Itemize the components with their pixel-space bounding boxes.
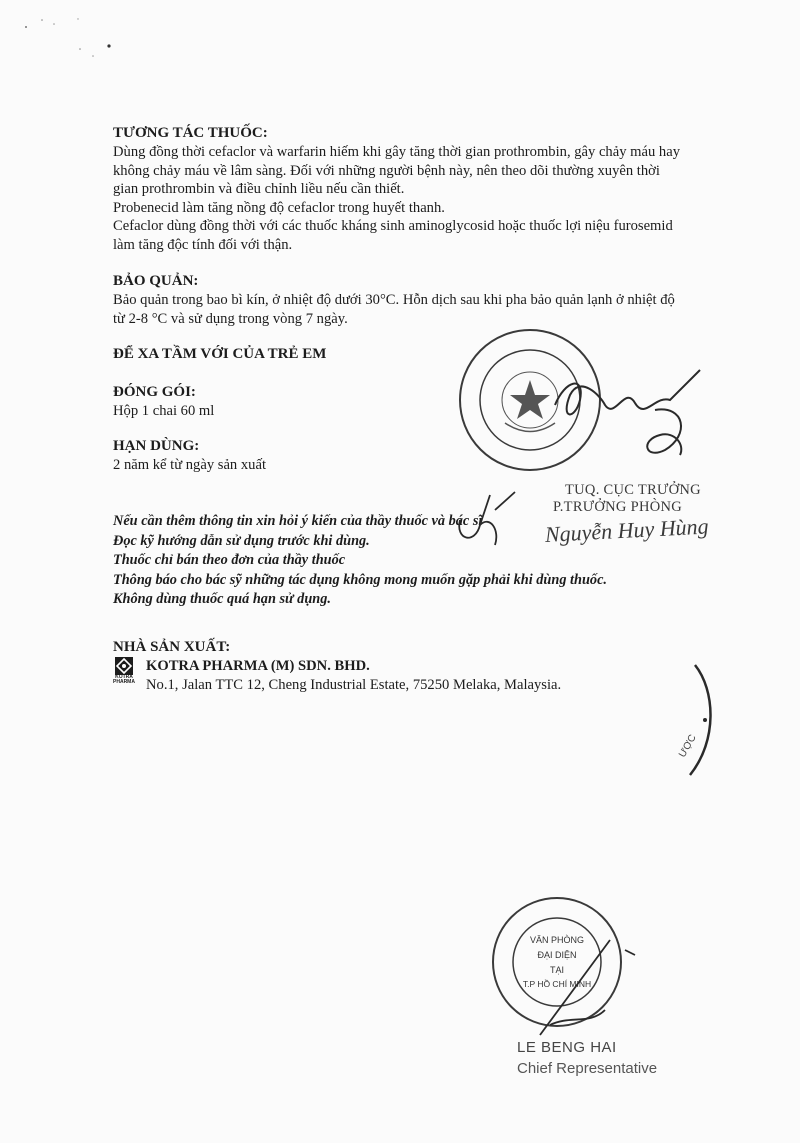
approval-signer: Nguyễn Huy Hùng [544, 513, 710, 547]
packaging-text: Hộp 1 chai 60 ml [113, 403, 215, 419]
manufacturer-address: No.1, Jalan TTC 12, Cheng Industrial Estate, 75250 Melaka, Malaysia. [146, 677, 562, 693]
note-line: Không dùng thuốc quá hạn sử dụng. [113, 591, 331, 607]
seal-line: TẠI [549, 965, 565, 975]
interactions-heading: TƯƠNG TÁC THUỐC: [113, 125, 268, 141]
approval-title-2: P.TRƯỞNG PHÒNG [553, 499, 683, 515]
edge-seal-fragment [660, 660, 720, 780]
seal-line: ĐẠI DIỆN [537, 950, 577, 960]
notes-block [113, 512, 673, 610]
interactions-line: làm tăng độc tính đối với thận. [113, 236, 293, 253]
note-line: Đọc kỹ hướng dẫn sử dụng trước khi dùng. [113, 532, 370, 549]
manufacturer-heading: NHÀ SẢN XUẤT: [113, 639, 231, 655]
note-line: Thông báo cho bác sỹ những tác dụng không mong muốn gặp phải khi dùng thuốc. [113, 571, 607, 588]
scan-specks [20, 15, 120, 60]
representative-signature [520, 930, 640, 1040]
representative-block [517, 1038, 677, 1078]
edge-fragment-text: ƯỢC [677, 732, 699, 760]
initial-signature [450, 490, 520, 550]
kotra-logo [113, 657, 135, 685]
section-storage [113, 272, 733, 328]
storage-line: Bảo quản trong bao bì kín, ở nhiệt độ dưới 30°C. Hỗn dịch sau khi pha bảo quản lạnh ở nhiệt độ [113, 292, 675, 308]
interactions-line: Cefaclor dùng đồng thời với các thuốc kháng sinh aminoglycosid hoặc thuốc lợi niệu furosemid [113, 218, 673, 234]
manufacturer-section [113, 638, 733, 695]
kotra-logo-text: KOTRA PHARMA [113, 674, 135, 685]
interactions-line: gian prothrombin và điều chỉnh liều nếu cần thiết. [113, 181, 405, 197]
interactions-line: Probenecid làm tăng nồng độ cefaclor trong huyết thanh. [113, 199, 445, 216]
children-warning-heading: ĐỂ XA TẦM VỚI CỦA TRẺ EM [113, 346, 327, 362]
approval-signature [545, 365, 705, 465]
interactions-line: Dùng đồng thời cefaclor và warfarin hiếm khi gây tăng thời gian prothrombin, gây chảy máu hay [113, 144, 680, 160]
manufacturer-name: KOTRA PHARMA (M) SDN. BHD. [146, 658, 370, 674]
note-line: Thuốc chỉ bán theo đơn của thầy thuốc [113, 552, 346, 568]
expiry-text: 2 năm kể từ ngày sản xuất [113, 457, 266, 473]
seal-line: VĂN PHÒNG [529, 935, 585, 945]
seal-line: T.P HỒ CHÍ MINH [522, 979, 592, 989]
interactions-line: không chảy máu về lâm sàng. Đối với những người bệnh này, nên theo dõi thường xuyên thời [113, 162, 660, 179]
storage-heading: BẢO QUẢN: [113, 273, 199, 289]
section-children-warning [113, 345, 733, 364]
section-interactions [113, 124, 733, 254]
representative-name: LE BENG HAI [517, 1039, 617, 1056]
kotra-logo-icon [115, 657, 133, 675]
approval-title-1: TUQ. CỤC TRƯỞNG [565, 482, 701, 498]
expiry-heading: HẠN DÙNG: [113, 438, 200, 454]
manufacturer-details [146, 657, 561, 695]
representative-title: Chief Representative [517, 1060, 658, 1077]
note-line: Nếu cần thêm thông tin xin hỏi ý kiến của thầy thuốc và bác sĩ [113, 513, 483, 529]
storage-line: từ 2-8 °C và sử dụng trong vòng 7 ngày. [113, 310, 348, 327]
manufacturer-row [113, 657, 733, 695]
packaging-heading: ĐÓNG GÓI: [113, 384, 196, 400]
